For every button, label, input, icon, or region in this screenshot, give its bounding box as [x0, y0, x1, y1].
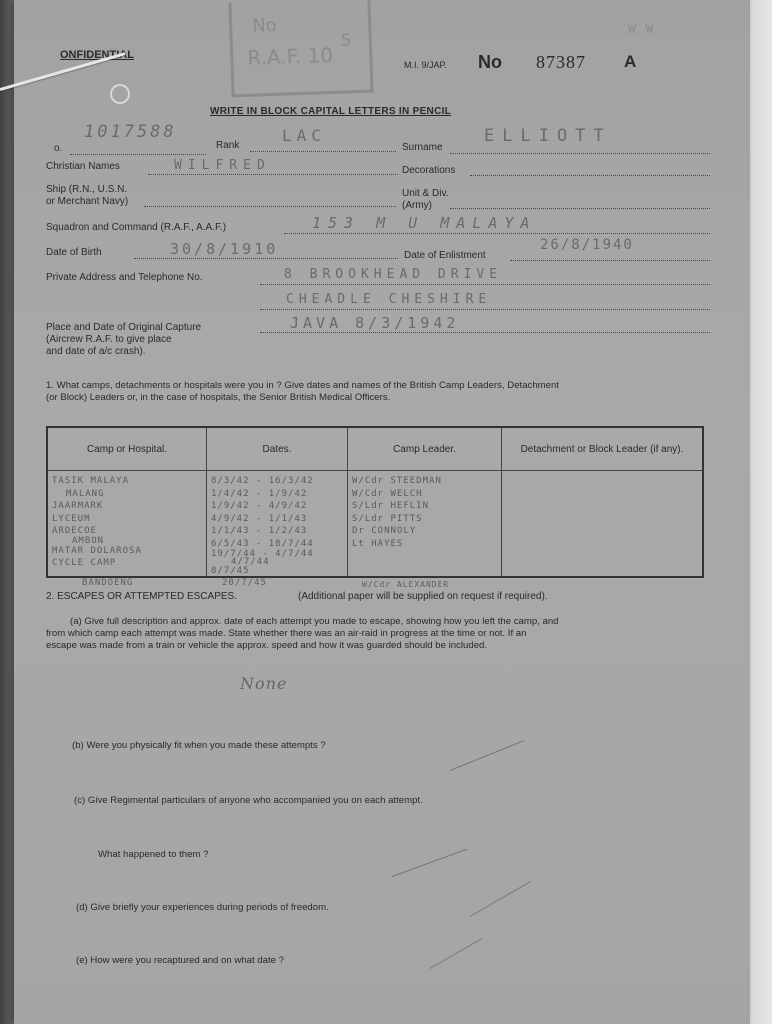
leader-entry: S/Ldr HEFLIN [352, 501, 430, 511]
date-entry: 19/7/44 - 4/7/44 [211, 549, 314, 559]
number-label: No [478, 52, 502, 72]
question-2a-line-1: (a) Give full description and approx. date of each attempt you made to escape, showing how you left the camp, and [70, 616, 559, 627]
camp-entry: MATAR DOLAROSA [52, 545, 142, 556]
dob-label: Date of Birth [46, 247, 102, 258]
rank-value: LAC [282, 126, 326, 145]
camp-entry-overflow: BANDOENG [82, 578, 134, 588]
squadron-label: Squadron and Command (R.A.F., A.A.F.) [46, 222, 227, 233]
camp-entry: AMBON [72, 535, 105, 546]
decorations-label: Decorations [402, 165, 456, 176]
ship-label-2: or Merchant Navy) [46, 196, 129, 207]
stamp-line-1: No [251, 14, 278, 37]
surname-underline [450, 153, 710, 154]
leader-column-cell [348, 471, 502, 578]
confidential-label: ONFIDENTIAL [60, 49, 134, 61]
leader-entry: Lt HAYES [352, 538, 404, 549]
dob-underline [134, 258, 398, 259]
date-entry: 6/5/43 - 18/7/44 [211, 538, 314, 549]
question-2d: (d) Give briefly your experiences during periods of freedom. [76, 902, 329, 913]
pencil-instruction: WRITE IN BLOCK CAPITAL LETTERS IN PENCIL [210, 106, 452, 117]
christian-names-label: Christian Names [46, 161, 120, 172]
question-2a-line-2: from which camp each attempt was made. State whether there was an air-raid in progress at the time or not. If an [46, 628, 527, 639]
camp-entry: JAARMARK [52, 501, 104, 511]
question-2c: (c) Give Regimental particulars of anyone who accompanied you on each attempt. [74, 795, 423, 806]
ship-underline [144, 206, 396, 207]
dates-column-cell [207, 471, 348, 578]
surname-value: ELLIOTT [484, 126, 612, 146]
rank-label: Rank [216, 140, 240, 151]
christian-underline [148, 174, 398, 175]
enlistment-underline [510, 260, 710, 261]
camp-entry: TASIK MALAYA [52, 476, 130, 486]
address-underline-1 [260, 284, 710, 285]
leader-entry-overflow: W/Cdr ALEXANDER [362, 580, 450, 589]
address-line-2: CHEADLE CHESHIRE [286, 292, 492, 307]
unit-underline [450, 208, 710, 209]
leader-entry: W/Cdr STEEDMAN [352, 476, 442, 486]
rank-underline [250, 151, 396, 152]
date-entry: 4/9/42 - 1/1/43 [211, 513, 308, 524]
camp-entry: CYCLE CAMP [52, 558, 117, 568]
date-entry: 1/4/42 - 1/9/42 [211, 488, 308, 499]
stamp-line-2: R.A.F. 10 [246, 42, 334, 70]
date-entry-overflow: 20/7/45 [222, 578, 267, 588]
capture-label-3: and date of a/c crash). [46, 346, 146, 357]
decorations-underline [470, 175, 710, 176]
leader-entry: W/Cdr WELCH [352, 488, 423, 499]
capture-label-2: (Aircrew R.A.F. to give place [46, 334, 172, 345]
date-entry: 4/7/44 [231, 557, 270, 567]
camp-table [46, 426, 704, 578]
serial-number: 87387 [536, 52, 586, 72]
capture-value: JAVA 8/3/1942 [290, 314, 460, 332]
squadron-underline [284, 233, 710, 234]
christian-names-value: WILFRED [174, 158, 271, 173]
dob-value: 30/8/1910 [170, 240, 279, 258]
squadron-value: 153 M U MALAYA [312, 214, 537, 232]
no-label: o. [54, 143, 63, 154]
section-2-title: 2. ESCAPES OR ATTEMPTED ESCAPES. [46, 591, 237, 602]
question-2c-followup: What happened to them ? [98, 849, 209, 860]
camp-entry: ARDECOE [52, 526, 97, 536]
unit-label-1: Unit & Div. [402, 188, 449, 199]
question-1-line-1: 1. What camps, detachments or hospitals were you in ? Give dates and names of the British Camp Leaders, Detachment [46, 380, 559, 391]
stamp-superscript: 5 [340, 30, 352, 50]
surname-label: Surname [402, 142, 443, 153]
unit-label-2: (Army) [402, 200, 432, 211]
question-2e: (e) How were you recaptured and on what date ? [76, 955, 284, 966]
punch-hole [110, 84, 130, 104]
leader-entry: Dr CONNOLY [352, 526, 417, 536]
date-entry: 8/7/45 [211, 566, 250, 576]
enlistment-value: 26/8/1940 [540, 237, 634, 253]
ship-label-1: Ship (R.N., U.S.N. [46, 184, 128, 195]
serial-letter: A [624, 52, 637, 71]
question-1-line-2: (or Block) Leaders or, in the case of hospitals, the Senior British Medical Officers. [46, 392, 391, 403]
no-underline [70, 154, 206, 155]
address-label: Private Address and Telephone No. [46, 272, 203, 283]
raf-stamp [228, 0, 373, 97]
dates-column-header: Dates. [207, 427, 348, 471]
address-underline-2 [260, 309, 710, 310]
enlistment-label: Date of Enlistment [404, 250, 486, 261]
date-entry: 8/3/42 - 16/3/42 [211, 476, 314, 486]
question-2a-answer: None [240, 674, 288, 693]
camp-entry: LYCEUM [52, 513, 91, 524]
leader-entry: S/Ldr PITTS [352, 513, 423, 524]
address-line-1: 8 BROOKHEAD DRIVE [284, 267, 503, 282]
question-2a-line-3: escape was made from a train or vehicle the approx. speed and how it was guarded should be included. [46, 640, 488, 651]
question-2b: (b) Were you physically fit when you made these attempts ? [72, 740, 326, 751]
capture-underline [260, 332, 710, 333]
leader-column-header: Camp Leader. [348, 427, 502, 471]
camp-column-header: Camp or Hospital. [47, 427, 207, 471]
date-entry: 1/1/43 - 1/2/43 [211, 526, 308, 536]
corner-handwritten-mark: W W [628, 22, 655, 37]
section-2-note: (Additional paper will be supplied on request if required). [298, 591, 548, 602]
detachment-column-cell [502, 471, 704, 578]
date-entry: 1/9/42 - 4/9/42 [211, 501, 308, 511]
detachment-column-header: Detachment or Block Leader (if any). [502, 427, 704, 471]
mi9-reference: M.I. 9/JAP. [404, 60, 447, 70]
capture-label-1: Place and Date of Original Capture [46, 322, 202, 333]
service-number-value: 1017588 [84, 122, 177, 142]
camp-entry: MALANG [66, 488, 105, 499]
camp-column-cell [47, 471, 207, 578]
